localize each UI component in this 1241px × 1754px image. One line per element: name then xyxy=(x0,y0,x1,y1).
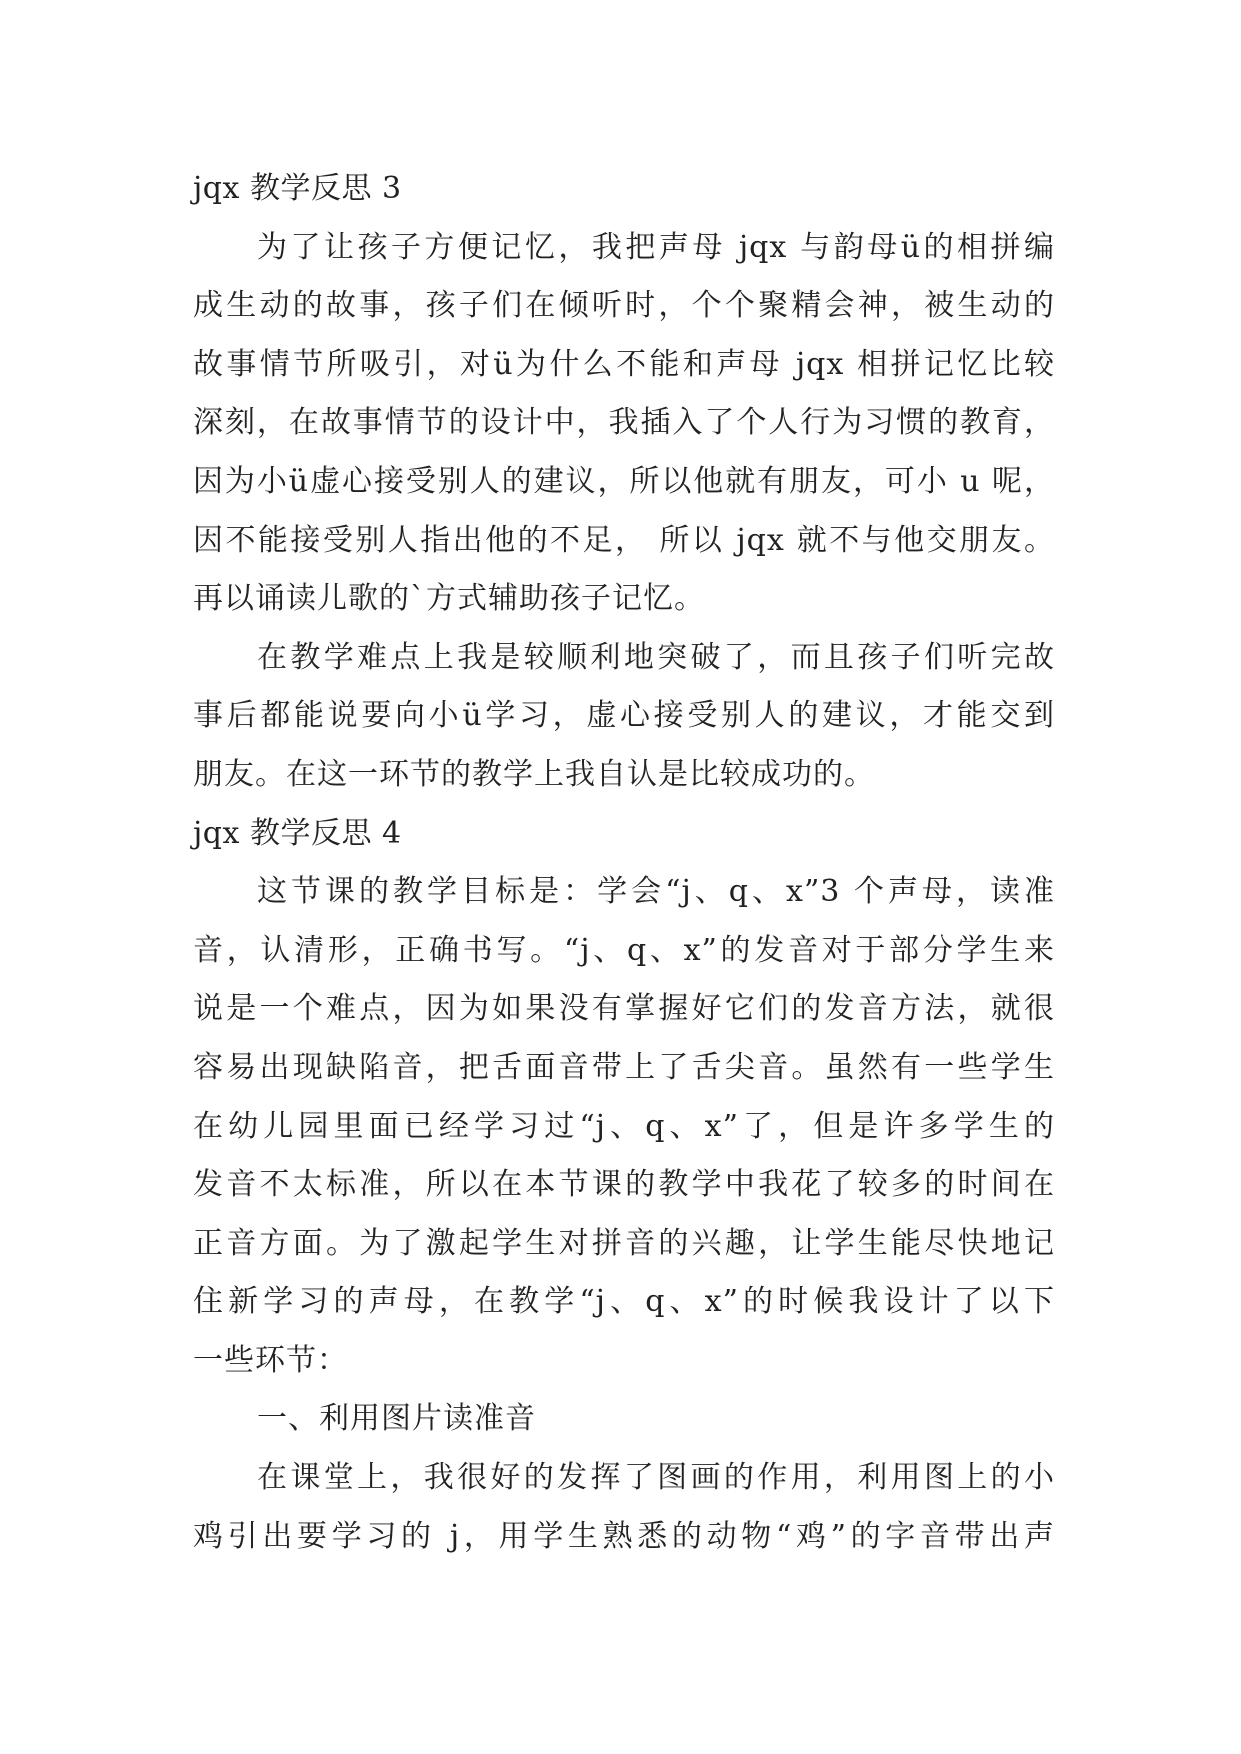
subheading-line: 一、利用图片读准音 xyxy=(257,1401,536,1437)
document-body xyxy=(193,160,1055,1566)
section-heading: jqx 教学反思 4 xyxy=(193,815,402,851)
text-line: 住新学习的声母，在教学“j、q、x”的时候我设计了以下 xyxy=(193,1284,1055,1320)
text-line: 在教学难点上我是较顺利地突破了，而且孩子们听完故 xyxy=(257,639,1055,675)
text-line: 在幼儿园里面已经学习过“j、q、x”了，但是许多学生的 xyxy=(193,1108,1055,1144)
text-line: 发音不太标准，所以在本节课的教学中我花了较多的时间在 xyxy=(193,1167,1055,1203)
text-line: 说是一个难点，因为如果没有掌握好它们的发音方法，就很 xyxy=(193,991,1055,1027)
paragraph xyxy=(193,219,1055,629)
text-line: 一些环节： xyxy=(193,1342,348,1378)
text-line: 再以诵读儿歌的`方式辅助孩子记忆。 xyxy=(193,581,705,617)
text-line: 鸡引出要学习的 j，用学生熟悉的动物“鸡”的字音带出声 xyxy=(193,1518,1055,1554)
paragraph xyxy=(193,1449,1055,1566)
text-line: 深刻，在故事情节的设计中，我插入了个人行为习惯的教育， xyxy=(193,405,1055,441)
text-line: 正音方面。为了激起学生对拼音的兴趣，让学生能尽快地记 xyxy=(193,1225,1055,1261)
text-line: 因为小ü虚心接受别人的建议，所以他就有朋友，可小 u 呢， xyxy=(193,463,1055,499)
section-reflection-3 xyxy=(193,160,1055,805)
section-reflection-4 xyxy=(193,805,1055,1567)
text-line: 为了让孩子方便记忆，我把声母 jqx 与韵母ü的相拼编 xyxy=(257,229,1055,265)
section-heading: jqx 教学反思 3 xyxy=(193,171,402,206)
text-line: 故事情节所吸引，对ü为什么不能和声母 jqx 相拼记忆比较 xyxy=(193,346,1055,382)
text-line: 这节课的教学目标是：学会“j、q、x”3 个声母，读准 xyxy=(257,874,1055,910)
paragraph xyxy=(193,1390,1055,1449)
paragraph xyxy=(193,863,1055,1390)
text-line: 事后都能说要向小ü学习，虚心接受别人的建议，才能交到 xyxy=(193,698,1055,734)
text-line: 成生动的故事，孩子们在倾听时，个个聚精会神，被生动的 xyxy=(193,288,1055,324)
text-line: 音，认清形，正确书写。“j、q、x”的发音对于部分学生来 xyxy=(193,932,1055,968)
text-line: 在课堂上，我很好的发挥了图画的作用，利用图上的小 xyxy=(257,1460,1055,1496)
text-line: 容易出现缺陷音，把舌面音带上了舌尖音。虽然有一些学生 xyxy=(193,1049,1055,1085)
text-line: 因不能接受别人指出他的不足， 所以 jqx 就不与他交朋友。 xyxy=(193,522,1055,558)
text-line: 朋友。在这一环节的教学上我自认是比较成功的。 xyxy=(193,756,875,792)
paragraph xyxy=(193,629,1055,805)
